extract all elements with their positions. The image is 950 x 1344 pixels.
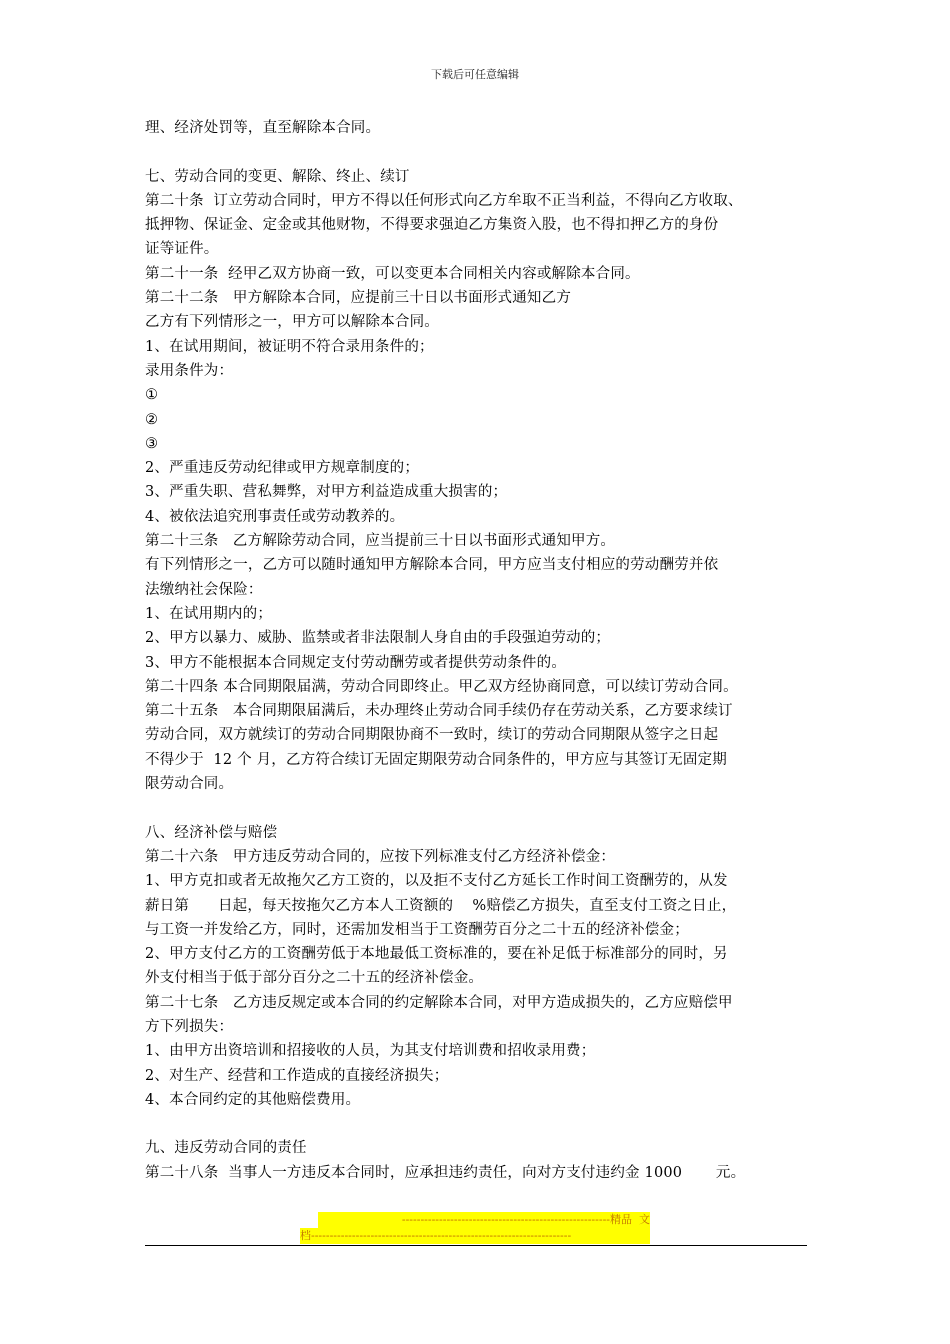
text-line: 第二十四条 本合同期限届满，劳动合同即终止。甲乙双方经协商同意，可以续订劳动合同。 [145, 678, 738, 695]
text-line: 方下列损失： [145, 1018, 234, 1035]
text-line [145, 796, 810, 820]
document-body [145, 116, 810, 1185]
text-line: 第二十条 订立劳动合同时，甲方不得以任何形式向乙方牟取不正当利益，不得向乙方收取、 [145, 192, 743, 209]
text-line: 3、甲方不能根据本合同规定支付劳动酬劳或者提供劳动条件的。 [145, 654, 567, 671]
section-heading: 七、劳动合同的变更、解除、终止、续订 [145, 168, 410, 185]
text-line: 4、本合同约定的其他赔偿费用。 [145, 1091, 361, 1108]
text-line: 与工资一并发给乙方，同时，还需加发相当于工资酬劳百分之二十五的经济补偿金； [145, 921, 689, 938]
text-line [145, 1112, 810, 1136]
text-line: 1、在试用期间，被证明不符合录用条件的； [145, 338, 434, 355]
footer-watermark-line-2: 档---------------------------------------------------------------------- [300, 1228, 650, 1244]
text-line: 抵押物、保证金、定金或其他财物，不得要求强迫乙方集资入股，也不得扣押乙方的身份 [145, 217, 719, 234]
text-line: 第二十六条 甲方违反劳动合同的，应按下列标准支付乙方经济补偿金： [145, 848, 616, 865]
text-line: 理、经济处罚等，直至解除本合同。 [145, 120, 381, 136]
text-line: 不得少于 12 个 月，乙方符合续订无固定期限劳动合同条件的，甲方应与其签订无固定期 [145, 751, 727, 768]
text-line: 乙方有下列情形之一，甲方可以解除本合同。 [145, 314, 439, 331]
text-line: 第二十七条 乙方违反规定或本合同的约定解除本合同，对甲方造成损失的，乙方应赔偿甲 [145, 994, 733, 1011]
text-line: 第二十二条 甲方解除本合同，应提前三十日以书面形式通知乙方 [145, 290, 572, 307]
text-line: 第二十一条 经甲乙双方协商一致，可以变更本合同相关内容或解除本合同。 [145, 265, 640, 282]
page-header-note: 下载后可任意编辑 [431, 68, 519, 81]
text-line: 法缴纳社会保险： [145, 581, 263, 598]
text-line: 限劳动合同。 [145, 776, 234, 793]
section-heading: 九、违反劳动合同的责任 [145, 1140, 307, 1157]
text-line: 2、严重违反劳动纪律或甲方规章制度的； [145, 460, 420, 477]
text-line: 1、由甲方出资培训和招接收的人员，为其支付培训费和招收录用费； [145, 1043, 596, 1060]
text-line: 有下列情形之一，乙方可以随时通知甲方解除本合同，甲方应当支付相应的劳动酬劳并依 [145, 557, 719, 574]
text-line: 第二十三条 乙方解除劳动合同，应当提前三十日以书面形式通知甲方。 [145, 533, 616, 550]
text-line: ③ [145, 435, 159, 452]
text-line: 4、被依法追究刑事责任或劳动教养的。 [145, 508, 405, 525]
text-line: 第二十五条 本合同期限届满后，未办理终止劳动合同手续仍存在劳动关系，乙方要求续订 [145, 703, 733, 720]
text-line: 2、甲方支付乙方的工资酬劳低于本地最低工资标准的，要在补足低于标准部分的同时，另 [145, 946, 728, 963]
text-line: 2、对生产、经营和工作造成的直接经济损失； [145, 1067, 449, 1084]
section-heading: 八、经济补偿与赔偿 [145, 824, 278, 841]
text-line: 3、严重失职、营私舞弊，对甲方利益造成重大损害的； [145, 484, 508, 501]
text-line: 证等证件。 [145, 241, 219, 258]
text-line: ② [145, 411, 159, 428]
text-line: 1、甲方克扣或者无故拖欠乙方工资的，以及拒不支付乙方延长工作时间工资酬劳的，从发 [145, 873, 728, 890]
text-line: 1、在试用期内的； [145, 605, 273, 622]
text-line: 薪日第 日起，每天按拖欠乙方本人工资额的 %赔偿乙方损失，直至支付工资之日止， [145, 897, 737, 914]
text-line: 录用条件为： [145, 362, 234, 379]
text-line [145, 140, 810, 164]
text-line: 第二十八条 当事人一方违反本合同时，应承担违约责任，向对方支付违约金 1000 元。 [145, 1164, 746, 1181]
footer-watermark-line-1: --------------------------------------------------------精品 文 [318, 1212, 650, 1228]
footer-divider [145, 1245, 807, 1246]
text-line: 外支付相当于低于部分百分之二十五的经济补偿金。 [145, 970, 484, 987]
text-line: ① [145, 387, 159, 404]
text-line: 劳动合同，双方就续订的劳动合同期限协商不一致时，续订的劳动合同期限从签字之日起 [145, 727, 719, 744]
text-line: 2、甲方以暴力、威胁、监禁或者非法限制人身自由的手段强迫劳动的； [145, 630, 611, 647]
